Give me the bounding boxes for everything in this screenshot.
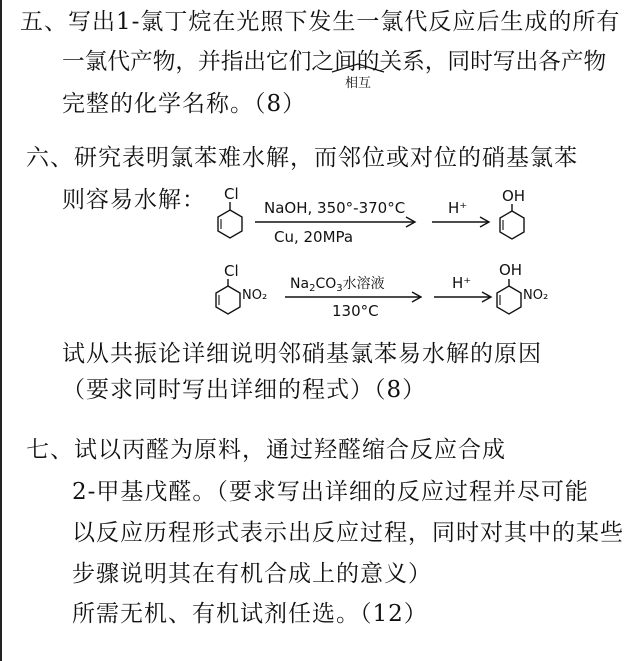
q7-line-5: 所需无机、有机试剂任选。（12）: [72, 601, 428, 627]
rxn2-cond-co: CO: [315, 276, 337, 292]
q5-annotation-text: 相互: [345, 76, 372, 91]
rxn2-cond-sub2: 2: [309, 283, 316, 294]
q5-line-2: 一氯代产物，并指出它们之间的关系，同时写出各产物: [62, 49, 607, 75]
rxn1-conditions-top: NaOH, 350°-370°C: [264, 199, 406, 217]
q6-line-4: （要求同时写出详细的程式）（8）: [62, 377, 427, 403]
rxn2-product-oh: OH: [499, 261, 523, 279]
q5-line-3: 完整的化学名称。（8）: [62, 91, 307, 117]
q5-line-1: 五、写出1-氯丁烷在光照下发生一氯代反应后生成的所有: [20, 9, 621, 35]
rxn2-conditions-bottom: 130°C: [332, 302, 379, 320]
rxn2-product-benzene-ring: [497, 279, 521, 314]
q6-line-2: 则容易水解：: [62, 187, 206, 213]
rxn2-cond-sub3: 3: [336, 283, 343, 294]
rxn2-product-no2: NO₂: [523, 288, 549, 303]
rxn2-conditions-top: [290, 276, 385, 297]
rxn2-reactant-no2: NO₂: [242, 288, 268, 303]
rxn2-acid-step: H⁺: [452, 274, 472, 292]
rxn2-cond-solution: 水溶液: [342, 276, 385, 292]
rxn1-acid-step: H⁺: [448, 199, 468, 217]
q7-line-4: 步骤说明其在有机合成上的意义）: [72, 561, 432, 587]
rxn1-reactant-cl: Cl: [224, 185, 239, 203]
rxn2-cond-na: Na: [290, 276, 310, 292]
q7-line-3: 以反应历程形式表示出反应过程，同时对其中的某些: [72, 520, 624, 546]
q6-line-1: 六、研究表明氯苯难水解，而邻位或对位的硝基氯苯: [26, 145, 578, 171]
q7-line-2: 2-甲基戊醛。（要求写出详细的反应过程并尽可能: [72, 479, 589, 505]
rxn2-reactant-benzene-ring: [216, 279, 240, 314]
rxn1-product-oh: OH: [502, 187, 526, 205]
q7-line-1: 七、试以丙醛为原料，通过羟醛缩合反应合成: [26, 437, 506, 463]
rxn1-conditions-bottom: Cu, 20MPa: [274, 228, 354, 246]
rxn2-reactant-cl: Cl: [224, 262, 239, 280]
q6-line-3: 试从共振论详细说明邻硝基氯苯易水解的原因: [62, 341, 542, 367]
